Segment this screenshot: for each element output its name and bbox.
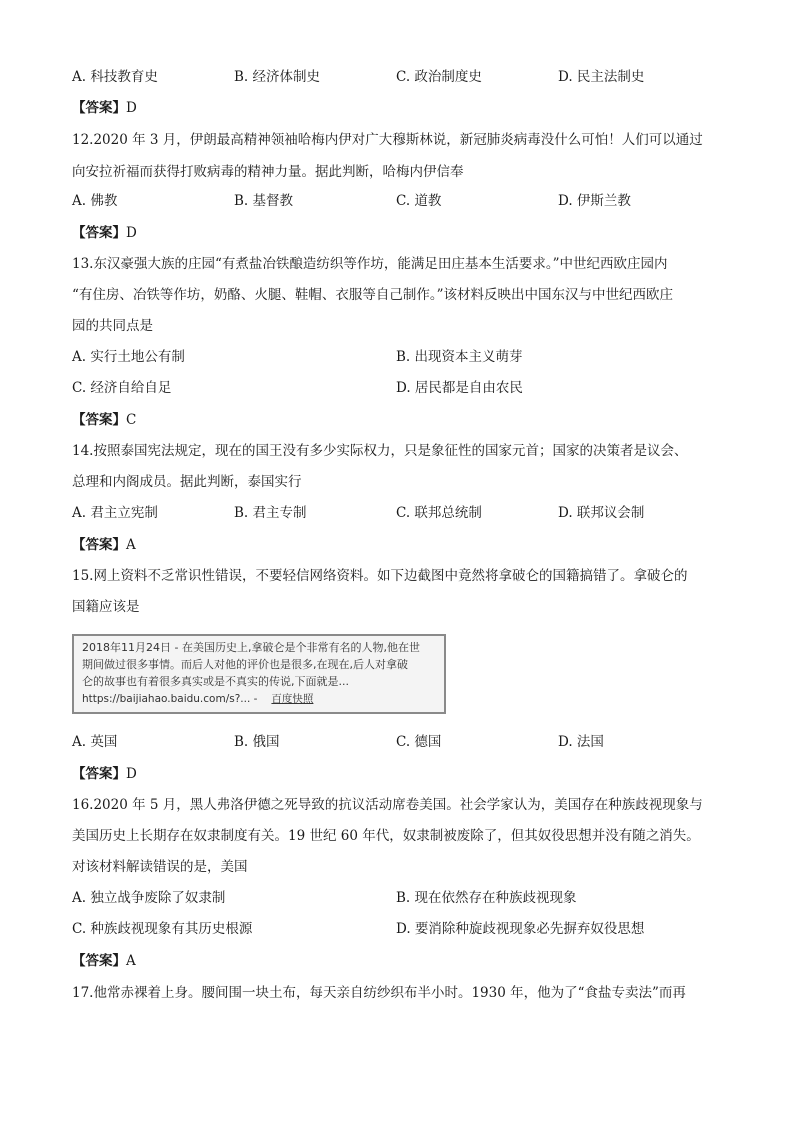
q16-stem-line2: 美国历史上长期存在奴隶制度有关。19 世纪 60 年代，奴隶制被废除了，但其奴役思想并没有随之消失。	[72, 828, 700, 844]
q14-option-a: A. 君主立宪制	[72, 505, 158, 521]
screenshot-text-line2: 期间做过很多事情。而后人对他的评价也是很多,在现在,后人对拿破	[82, 658, 408, 671]
screenshot-snapshot-link: 百度快照	[271, 693, 314, 705]
q14-option-c: C. 联邦总统制	[396, 505, 482, 521]
q13-answer	[72, 410, 136, 430]
q15-options	[72, 732, 732, 752]
q16-option-d: D. 要消除种旋歧视现象必先摒弃奴役思想	[396, 921, 645, 937]
answer-value: D	[126, 766, 137, 782]
q15-option-c: C. 德国	[396, 734, 442, 750]
answer-value: D	[126, 100, 137, 116]
q14-options	[72, 503, 732, 523]
q12-option-d: D. 伊斯兰教	[558, 193, 631, 209]
screenshot-text-line1: 2018年11月24日 - 在美国历史上,拿破仑是个非常有名的人物,他在世	[82, 641, 420, 654]
q13-stem-line2: “有住房、冶铁等作坊，奶酪、火腿、鞋帽、衣服等自己制作。”该材料反映出中国东汉与中世纪西欧庄	[72, 287, 674, 303]
q13-stem-line1: 13.东汉豪强大族的庄园“有煮盐冶铁酿造纺织等作坊，能满足田庄基本生活要求。”中世纪西欧庄园内	[72, 256, 668, 272]
q13-options-row1	[72, 347, 732, 367]
screenshot-text-line3: 仑的故事也有着很多真实或是不真实的传说,下面就是...	[82, 675, 349, 688]
answer-label: 【答案】	[72, 953, 126, 969]
q12-options	[72, 191, 732, 211]
q16-option-b: B. 现在依然存在种族歧视现象	[396, 890, 577, 906]
answer-label: 【答案】	[72, 537, 126, 553]
q16-stem-line3: 对该材料解读错误的是，美国	[72, 859, 248, 875]
q16-options-row1	[72, 888, 732, 908]
q13-option-a: A. 实行土地公有制	[72, 349, 185, 365]
search-result-screenshot	[72, 634, 446, 714]
q12-stem-line2: 向安拉祈福而获得打败病毒的精神力量。据此判断，哈梅内伊信奉	[72, 164, 464, 180]
q13-option-d: D. 居民都是自由农民	[396, 380, 523, 396]
answer-label: 【答案】	[72, 100, 126, 116]
q12-option-a: A. 佛教	[72, 193, 118, 209]
q14-answer	[72, 535, 136, 555]
q13-stem-line3: 园的共同点是	[72, 318, 153, 334]
q12-answer	[72, 223, 137, 243]
q16-stem-line1: 16.2020 年 5 月，黑人弗洛伊德之死导致的抗议活动席卷美国。社会学家认为，美国存在种族歧视现象与	[72, 797, 703, 813]
q14-stem-line1: 14.按照泰国宪法规定，现在的国王没有多少实际权力，只是象征性的国家元首；国家的决策者是议会、	[72, 443, 688, 459]
q14-option-d: D. 联邦议会制	[558, 505, 645, 521]
q15-option-b: B. 俄国	[234, 734, 280, 750]
answer-label: 【答案】	[72, 412, 126, 428]
answer-label: 【答案】	[72, 766, 126, 782]
q13-option-b: B. 出现资本主义萌芽	[396, 349, 523, 365]
q16-answer	[72, 951, 136, 971]
q15-option-d: D. 法国	[558, 734, 604, 750]
q16-option-c: C. 种族歧视现象有其历史根源	[72, 921, 253, 937]
answer-value: A	[126, 953, 136, 969]
q11-option-d: D. 民主法制史	[558, 69, 645, 85]
answer-value: C	[126, 412, 137, 428]
q16-option-a: A. 独立战争废除了奴隶制	[72, 890, 226, 906]
q11-option-c: C. 政治制度史	[396, 69, 482, 85]
answer-value: D	[126, 225, 137, 241]
q13-option-c: C. 经济自给自足	[72, 380, 172, 396]
answer-label: 【答案】	[72, 225, 126, 241]
screenshot-url-line	[82, 691, 436, 707]
q16-options-row2	[72, 919, 732, 939]
answer-value: A	[126, 537, 136, 553]
q14-option-b: B. 君主专制	[234, 505, 307, 521]
screenshot-url: https://baijiahao.baidu.com/s?... -	[82, 693, 258, 705]
q13-options-row2	[72, 378, 732, 398]
q12-stem-line1: 12.2020 年 3 月，伊朗最高精神领袖哈梅内伊对广大穆斯林说，新冠肺炎病毒没什么可怕！人们可以通过	[72, 132, 703, 148]
q17-stem-line1: 17.他常赤裸着上身。腰间围一块土布，每天亲自纺纱织布半小时。1930 年，他为了“食盐专卖法”而再	[72, 985, 686, 1001]
q15-stem-line2: 国籍应该是	[72, 599, 140, 615]
q15-answer	[72, 764, 137, 784]
q11-answer	[72, 98, 137, 118]
q11-options	[72, 67, 732, 87]
q11-option-b: B. 经济体制史	[234, 69, 321, 85]
q15-option-a: A. 英国	[72, 734, 118, 750]
q12-option-c: C. 道教	[396, 193, 442, 209]
q15-stem-line1: 15.网上资料不乏常识性错误，不要轻信网络资料。如下边截图中竟然将拿破仑的国籍搞错了。拿破仑的	[72, 568, 688, 584]
q12-option-b: B. 基督教	[234, 193, 294, 209]
q11-option-a: A. 科技教育史	[72, 69, 158, 85]
q14-stem-line2: 总理和内阁成员。据此判断，泰国实行	[72, 474, 302, 490]
